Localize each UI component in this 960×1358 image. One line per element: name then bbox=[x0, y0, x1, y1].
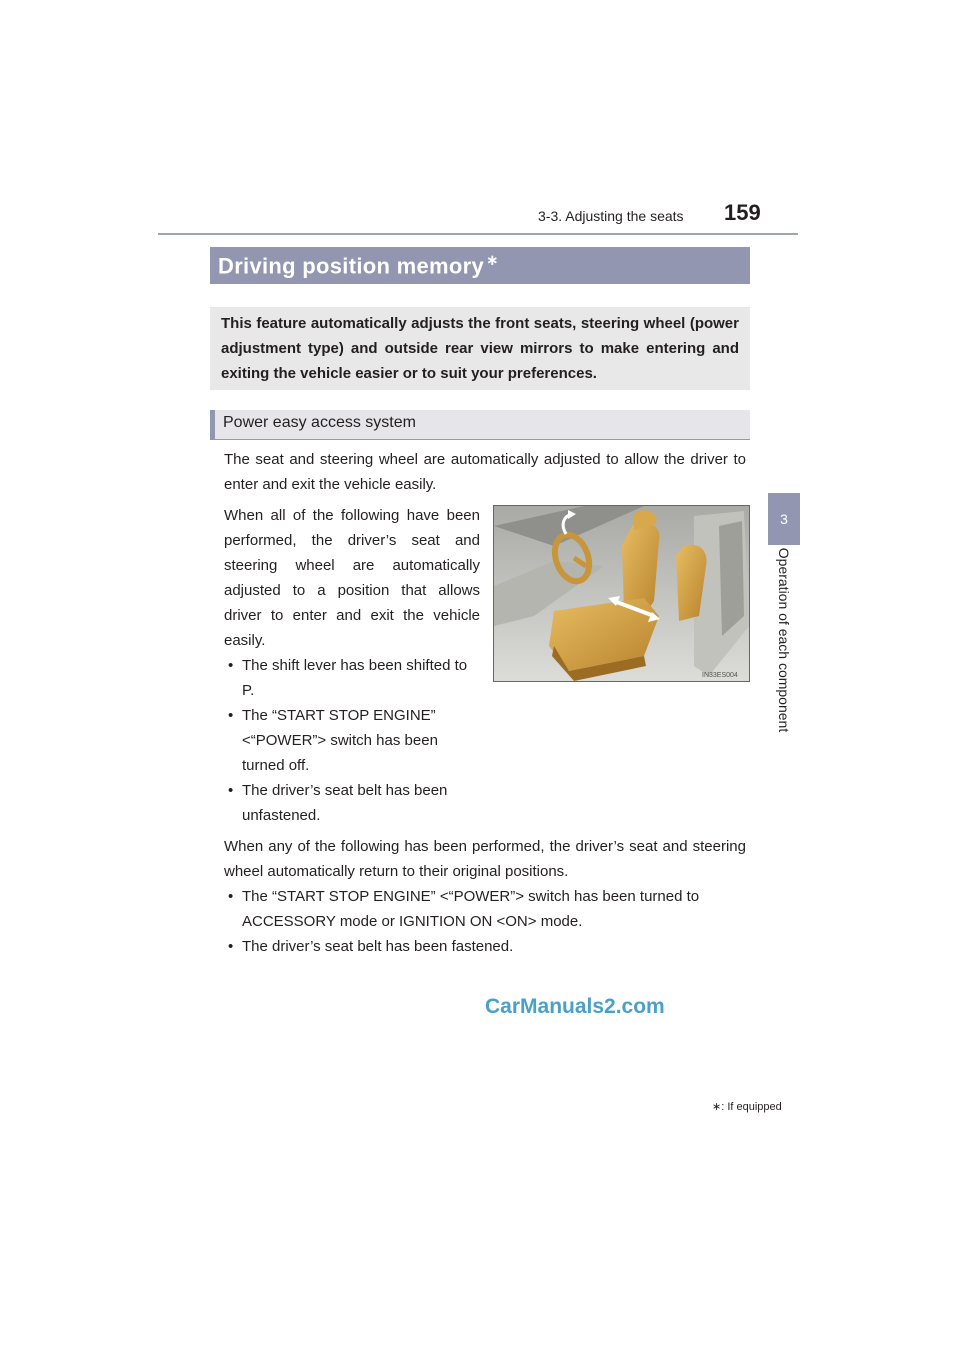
header-divider bbox=[158, 233, 798, 235]
seat-illustration-svg bbox=[494, 506, 749, 681]
seat-illustration bbox=[493, 505, 750, 682]
list-item-text: The driver’s seat belt has been bbox=[242, 782, 448, 799]
list-item-text: The “START STOP ENGINE” bbox=[242, 707, 436, 724]
bullet-dot: • bbox=[228, 938, 234, 955]
section-header: 3-3. Adjusting the seats bbox=[538, 208, 684, 224]
paragraph-return: When any of the following has been performed, the driver’s seat and steering wheel automatically return to their original positions. bbox=[224, 838, 746, 880]
list-item-text: P. bbox=[242, 682, 255, 699]
return-conditions-list bbox=[224, 884, 746, 964]
page-title bbox=[218, 251, 499, 279]
bullet-dot: • bbox=[228, 707, 234, 724]
list-item-text: <“POWER”> switch has been bbox=[242, 732, 438, 749]
equipped-mark: ∗ bbox=[486, 252, 499, 269]
list-item-text: The driver’s seat belt has been fastened. bbox=[242, 938, 514, 955]
footnote: ∗: If equipped bbox=[712, 1101, 782, 1113]
list-item-text: The “START STOP ENGINE” <“POWER”> switch has been turned to bbox=[242, 888, 700, 905]
subheading bbox=[210, 410, 750, 440]
page-title-text: Driving position memory bbox=[218, 253, 485, 279]
chapter-tab: 3 bbox=[768, 493, 800, 545]
list-item-text: unfastened. bbox=[242, 807, 321, 824]
bullet-dot: • bbox=[228, 657, 234, 674]
paragraph-conditions: When all of the following have been performed, the driver’s seat and steering wheel are automatically adjusted to a position that allows driver to enter and exit the vehicle easily. bbox=[224, 507, 480, 649]
figure-code: IN33ES004 bbox=[702, 672, 738, 679]
door-panel bbox=[719, 521, 744, 636]
conditions-list bbox=[224, 653, 480, 833]
list-item-text: turned off. bbox=[242, 757, 310, 774]
list-item-text: ACCESSORY mode or IGNITION ON <ON> mode. bbox=[242, 913, 583, 930]
page-number: 159 bbox=[724, 200, 761, 225]
title-bar bbox=[210, 247, 750, 284]
intro-box: This feature automatically adjusts the front seats, steering wheel (power adjustment type) and outside rear view mirrors to make entering and exiting the vehicle easier or to suit your preferences. bbox=[210, 307, 750, 390]
watermark-link[interactable]: CarManuals2.com bbox=[485, 995, 665, 1018]
list-item-text: The shift lever has been shifted to bbox=[242, 657, 468, 674]
chapter-label-text: Operation of each component bbox=[776, 547, 792, 733]
paragraph-intro: The seat and steering wheel are automatically adjusted to allow the driver to enter and exit the vehicle easily. bbox=[224, 451, 746, 493]
subheading-text: Power easy access system bbox=[223, 414, 416, 431]
bullet-dot: • bbox=[228, 782, 234, 799]
bullet-dot: • bbox=[228, 888, 234, 905]
